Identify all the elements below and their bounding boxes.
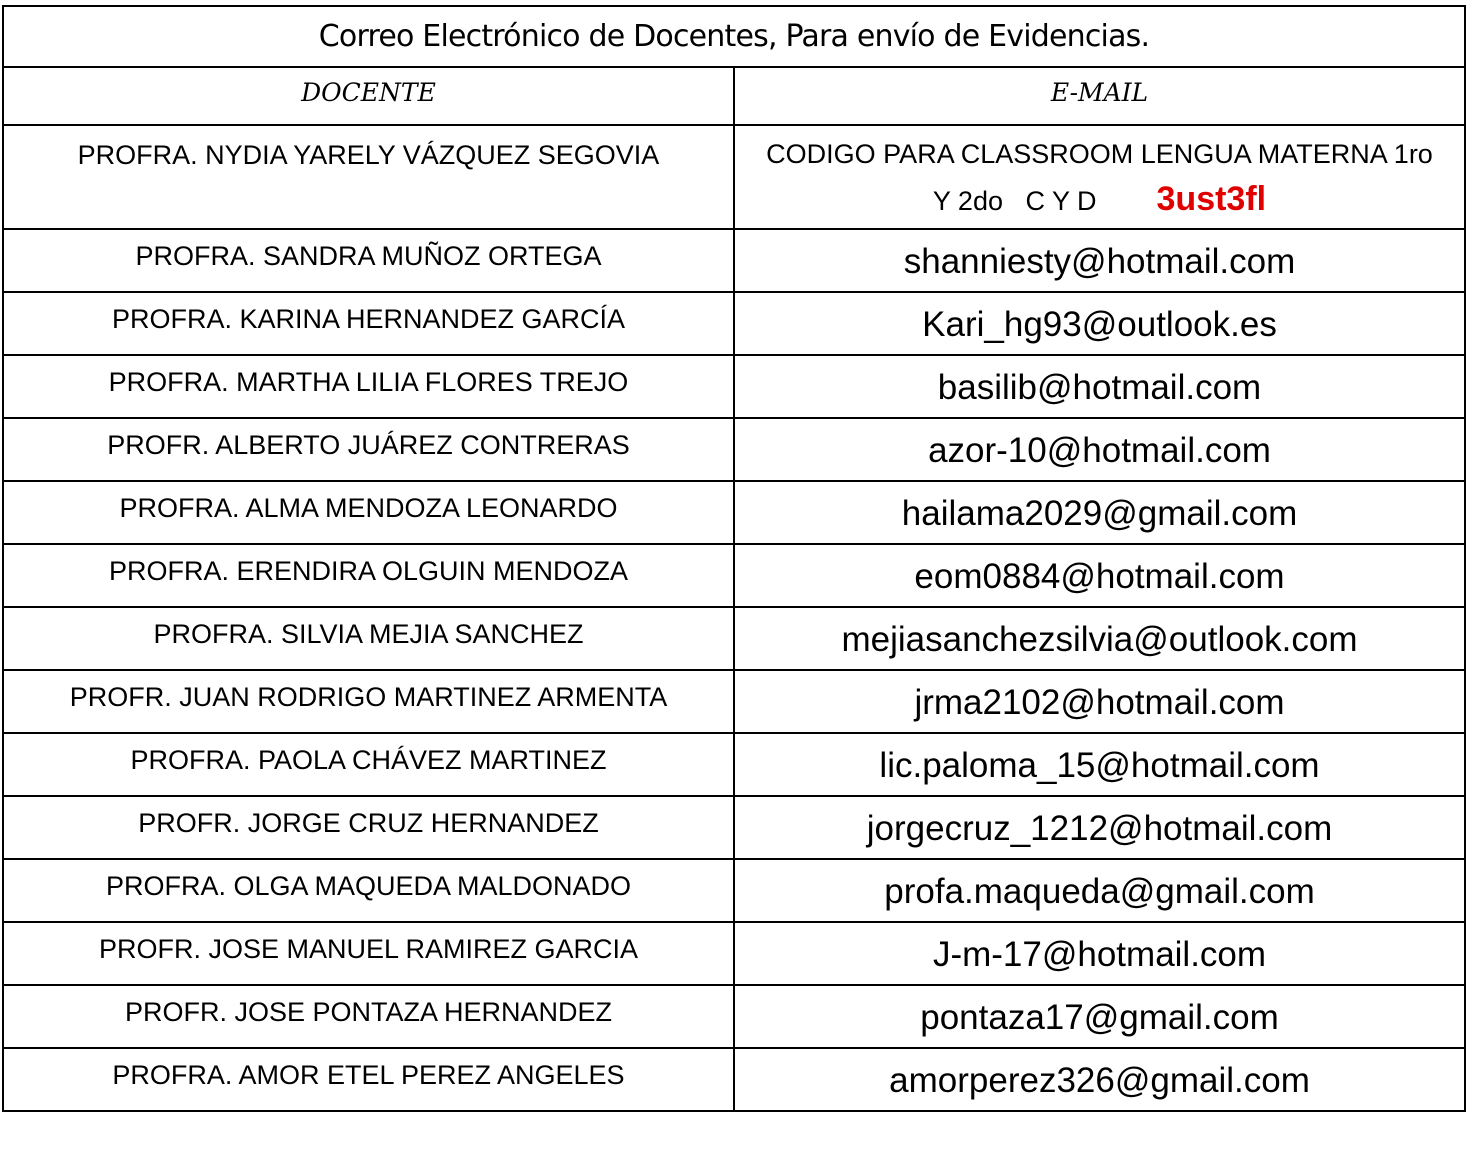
teacher-name: PROFR. JOSE MANUEL RAMIREZ GARCIA xyxy=(3,922,734,985)
column-header-docente: DOCENTE xyxy=(3,67,734,125)
teacher-name: PROFRA. ALMA MENDOZA LEONARDO xyxy=(3,481,734,544)
teacher-name: PROFR. JOSE PONTAZA HERNANDEZ xyxy=(3,985,734,1048)
teacher-email[interactable]: J-m-17@hotmail.com xyxy=(734,922,1465,985)
classroom-code-label-line1: CODIGO PARA CLASSROOM LENGUA MATERNA 1ro xyxy=(766,139,1433,169)
teacher-name: PROFRA. OLGA MAQUEDA MALDONADO xyxy=(3,859,734,922)
table-row xyxy=(3,985,1465,1048)
table-row xyxy=(3,859,1465,922)
teacher-email[interactable]: hailama2029@gmail.com xyxy=(734,481,1465,544)
teacher-name: PROFRA. MARTHA LILIA FLORES TREJO xyxy=(3,355,734,418)
teacher-email[interactable]: jorgecruz_1212@hotmail.com xyxy=(734,796,1465,859)
classroom-code-value[interactable]: 3ust3fl xyxy=(1156,180,1267,218)
header-row xyxy=(3,67,1465,125)
teacher-email[interactable]: eom0884@hotmail.com xyxy=(734,544,1465,607)
teacher-email[interactable]: amorperez326@gmail.com xyxy=(734,1048,1465,1111)
teacher-email[interactable]: basilib@hotmail.com xyxy=(734,355,1465,418)
teacher-email[interactable]: mejiasanchezsilvia@outlook.com xyxy=(734,607,1465,670)
column-header-email: E-MAIL xyxy=(734,67,1465,125)
table-row xyxy=(3,229,1465,292)
table-row xyxy=(3,796,1465,859)
table-row xyxy=(3,481,1465,544)
teacher-name: PROFRA. SANDRA MUÑOZ ORTEGA xyxy=(3,229,734,292)
table-row xyxy=(3,125,1465,229)
teacher-email[interactable]: pontaza17@gmail.com xyxy=(734,985,1465,1048)
teacher-name: PROFRA. AMOR ETEL PEREZ ANGELES xyxy=(3,1048,734,1111)
teacher-name: PROFRA. PAOLA CHÁVEZ MARTINEZ xyxy=(3,733,734,796)
table-title: Correo Electrónico de Docentes, Para envío de Evidencias. xyxy=(3,6,1465,67)
teacher-email[interactable]: jrma2102@hotmail.com xyxy=(734,670,1465,733)
table-row xyxy=(3,733,1465,796)
table-row xyxy=(3,544,1465,607)
teacher-name: PROFRA. NYDIA YARELY VÁZQUEZ SEGOVIA xyxy=(3,125,734,229)
teacher-name: PROFR. JUAN RODRIGO MARTINEZ ARMENTA xyxy=(3,670,734,733)
teacher-name: PROFR. JORGE CRUZ HERNANDEZ xyxy=(3,796,734,859)
classroom-code-label-line2: Y 2do C Y D xyxy=(932,186,1097,216)
table-row xyxy=(3,418,1465,481)
teacher-email[interactable]: Kari_hg93@outlook.es xyxy=(734,292,1465,355)
table-row xyxy=(3,670,1465,733)
teacher-email[interactable]: lic.paloma_15@hotmail.com xyxy=(734,733,1465,796)
teacher-email[interactable]: azor-10@hotmail.com xyxy=(734,418,1465,481)
teacher-name: PROFRA. KARINA HERNANDEZ GARCÍA xyxy=(3,292,734,355)
classroom-code-cell xyxy=(734,125,1465,229)
teacher-name: PROFRA. ERENDIRA OLGUIN MENDOZA xyxy=(3,544,734,607)
teacher-rows xyxy=(3,229,1465,1111)
teacher-email[interactable]: shanniesty@hotmail.com xyxy=(734,229,1465,292)
teacher-name: PROFR. ALBERTO JUÁREZ CONTRERAS xyxy=(3,418,734,481)
table-row xyxy=(3,292,1465,355)
table-row xyxy=(3,922,1465,985)
table-row xyxy=(3,1048,1465,1111)
teacher-email-table xyxy=(2,5,1466,1112)
title-row xyxy=(3,6,1465,67)
teacher-email[interactable]: profa.maqueda@gmail.com xyxy=(734,859,1465,922)
table-row xyxy=(3,355,1465,418)
teacher-name: PROFRA. SILVIA MEJIA SANCHEZ xyxy=(3,607,734,670)
classroom-code-line2 xyxy=(735,177,1464,224)
table-row xyxy=(3,607,1465,670)
